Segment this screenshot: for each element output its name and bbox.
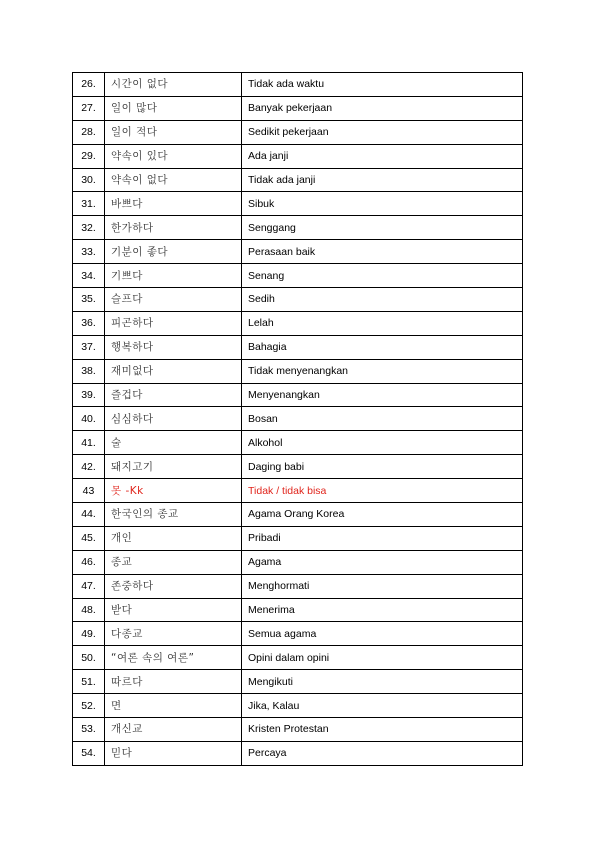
table-row xyxy=(73,431,523,455)
korean-term: 종교 xyxy=(105,550,242,574)
table-row xyxy=(73,694,523,718)
row-number: 46. xyxy=(73,550,105,574)
row-number: 36. xyxy=(73,311,105,335)
table-row xyxy=(73,216,523,240)
table-row xyxy=(73,455,523,479)
korean-term: 기쁘다 xyxy=(105,264,242,288)
indonesian-translation: Kristen Protestan xyxy=(242,718,523,742)
korean-term: 믿다 xyxy=(105,741,242,765)
table-row xyxy=(73,144,523,168)
row-number: 48. xyxy=(73,598,105,622)
indonesian-translation: Agama Orang Korea xyxy=(242,503,523,527)
table-row xyxy=(73,264,523,288)
korean-term: 피곤하다 xyxy=(105,311,242,335)
korean-term: 돼지고기 xyxy=(105,455,242,479)
indonesian-translation: Percaya xyxy=(242,741,523,765)
korean-term: 즐겁다 xyxy=(105,383,242,407)
korean-term: 약속이 없다 xyxy=(105,168,242,192)
indonesian-translation: Menghormati xyxy=(242,574,523,598)
row-number: 53. xyxy=(73,718,105,742)
indonesian-translation: Tidak / tidak bisa xyxy=(242,479,523,503)
indonesian-translation: Menyenangkan xyxy=(242,383,523,407)
korean-term: 받다 xyxy=(105,598,242,622)
indonesian-translation: Tidak ada waktu xyxy=(242,73,523,97)
indonesian-translation: Alkohol xyxy=(242,431,523,455)
korean-term: “여론 속의 여론” xyxy=(105,646,242,670)
row-number: 30. xyxy=(73,168,105,192)
table-row xyxy=(73,192,523,216)
row-number: 43 xyxy=(73,479,105,503)
row-number: 31. xyxy=(73,192,105,216)
row-number: 39. xyxy=(73,383,105,407)
indonesian-translation: Sedikit pekerjaan xyxy=(242,120,523,144)
korean-term: 개신교 xyxy=(105,718,242,742)
korean-term: 슬프다 xyxy=(105,288,242,312)
table-row xyxy=(73,526,523,550)
row-number: 41. xyxy=(73,431,105,455)
row-number: 34. xyxy=(73,264,105,288)
korean-term: 한가하다 xyxy=(105,216,242,240)
row-number: 33. xyxy=(73,240,105,264)
table-row xyxy=(73,240,523,264)
vocabulary-table-body xyxy=(73,73,523,766)
korean-term: 기분이 좋다 xyxy=(105,240,242,264)
row-number: 51. xyxy=(73,670,105,694)
korean-term: 행복하다 xyxy=(105,335,242,359)
table-row xyxy=(73,335,523,359)
indonesian-translation: Opini dalam opini xyxy=(242,646,523,670)
row-number: 40. xyxy=(73,407,105,431)
korean-term: 술 xyxy=(105,431,242,455)
indonesian-translation: Sibuk xyxy=(242,192,523,216)
row-number: 29. xyxy=(73,144,105,168)
row-number: 27. xyxy=(73,96,105,120)
table-row xyxy=(73,73,523,97)
table-row xyxy=(73,718,523,742)
korean-term: 바쁘다 xyxy=(105,192,242,216)
korean-term: 못 -Kk xyxy=(105,479,242,503)
korean-term: 약속이 있다 xyxy=(105,144,242,168)
row-number: 47. xyxy=(73,574,105,598)
table-row xyxy=(73,622,523,646)
indonesian-translation: Banyak pekerjaan xyxy=(242,96,523,120)
row-number: 35. xyxy=(73,288,105,312)
indonesian-translation: Perasaan baik xyxy=(242,240,523,264)
korean-term: 시간이 없다 xyxy=(105,73,242,97)
table-row xyxy=(73,646,523,670)
indonesian-translation: Lelah xyxy=(242,311,523,335)
indonesian-translation: Senang xyxy=(242,264,523,288)
row-number: 38. xyxy=(73,359,105,383)
indonesian-translation: Mengikuti xyxy=(242,670,523,694)
korean-term: 재미없다 xyxy=(105,359,242,383)
korean-term: 개인 xyxy=(105,526,242,550)
korean-term: 면 xyxy=(105,694,242,718)
row-number: 42. xyxy=(73,455,105,479)
indonesian-translation: Tidak menyenangkan xyxy=(242,359,523,383)
table-row xyxy=(73,574,523,598)
row-number: 32. xyxy=(73,216,105,240)
table-row xyxy=(73,120,523,144)
row-number: 28. xyxy=(73,120,105,144)
indonesian-translation: Pribadi xyxy=(242,526,523,550)
table-row xyxy=(73,479,523,503)
row-number: 50. xyxy=(73,646,105,670)
table-row xyxy=(73,741,523,765)
table-row xyxy=(73,503,523,527)
indonesian-translation: Jika, Kalau xyxy=(242,694,523,718)
indonesian-translation: Menerima xyxy=(242,598,523,622)
table-row xyxy=(73,288,523,312)
table-row xyxy=(73,670,523,694)
korean-term: 따르다 xyxy=(105,670,242,694)
indonesian-translation: Tidak ada janji xyxy=(242,168,523,192)
korean-term: 일이 적다 xyxy=(105,120,242,144)
korean-term: 한국인의 종교 xyxy=(105,503,242,527)
korean-term: 다종교 xyxy=(105,622,242,646)
table-row xyxy=(73,311,523,335)
indonesian-translation: Agama xyxy=(242,550,523,574)
indonesian-translation: Semua agama xyxy=(242,622,523,646)
table-row xyxy=(73,359,523,383)
row-number: 49. xyxy=(73,622,105,646)
korean-term: 일이 많다 xyxy=(105,96,242,120)
table-row xyxy=(73,168,523,192)
row-number: 37. xyxy=(73,335,105,359)
indonesian-translation: Bosan xyxy=(242,407,523,431)
table-row xyxy=(73,550,523,574)
table-row xyxy=(73,407,523,431)
row-number: 45. xyxy=(73,526,105,550)
table-row xyxy=(73,96,523,120)
vocabulary-table xyxy=(72,72,523,766)
row-number: 52. xyxy=(73,694,105,718)
indonesian-translation: Senggang xyxy=(242,216,523,240)
table-row xyxy=(73,383,523,407)
row-number: 44. xyxy=(73,503,105,527)
indonesian-translation: Daging babi xyxy=(242,455,523,479)
row-number: 26. xyxy=(73,73,105,97)
table-row xyxy=(73,598,523,622)
indonesian-translation: Ada janji xyxy=(242,144,523,168)
korean-term: 심심하다 xyxy=(105,407,242,431)
korean-term: 존중하다 xyxy=(105,574,242,598)
indonesian-translation: Bahagia xyxy=(242,335,523,359)
row-number: 54. xyxy=(73,741,105,765)
indonesian-translation: Sedih xyxy=(242,288,523,312)
